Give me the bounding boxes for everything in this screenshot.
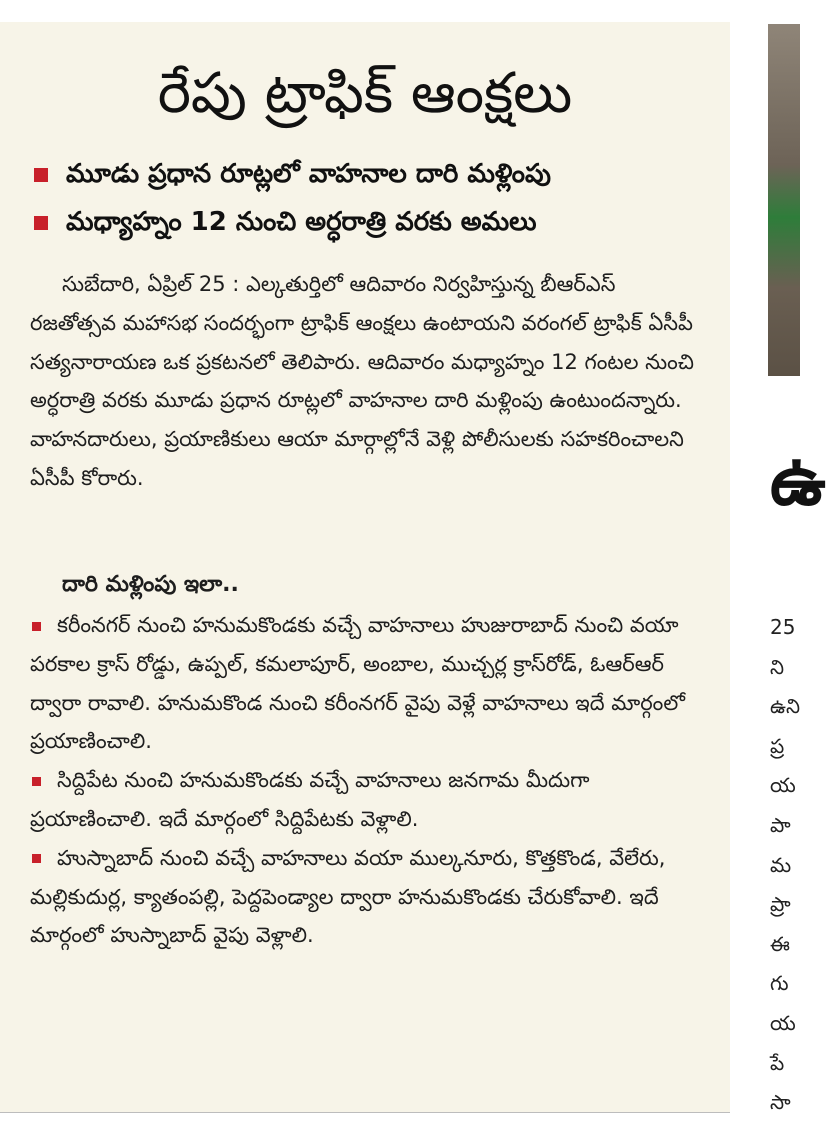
adjacent-fragment: పా bbox=[770, 812, 791, 837]
adjacent-photo bbox=[768, 24, 800, 376]
route-item bbox=[30, 761, 700, 839]
top-margin bbox=[0, 0, 730, 22]
red-square-icon bbox=[32, 777, 41, 786]
subheading-text: మూడు ప్రధాన రూట్లలో వాహనాల దారి మళ్లింపు bbox=[66, 159, 551, 189]
adjacent-fragment: ప్ర bbox=[770, 733, 785, 758]
adjacent-fragment: 25 bbox=[770, 615, 796, 639]
route-list bbox=[30, 606, 700, 955]
subheading-2 bbox=[34, 203, 537, 241]
adjacent-headline-glyph: ఉ bbox=[770, 439, 826, 521]
red-square-icon bbox=[32, 622, 41, 631]
subheading-1 bbox=[34, 155, 551, 193]
route-item bbox=[30, 839, 700, 955]
red-square-icon bbox=[34, 216, 48, 230]
headline: రేపు ట్రాఫిక్ ఆంక్షలు bbox=[157, 61, 573, 126]
adjacent-fragment: మ bbox=[770, 852, 792, 877]
adjacent-article-column bbox=[770, 608, 800, 1123]
adjacent-fragment: ఉని bbox=[770, 694, 800, 719]
subheading-text: మధ్యాహ్నం 12 నుంచి అర్ధరాత్రి వరకు అమలు bbox=[66, 207, 537, 237]
route-item bbox=[30, 606, 700, 761]
adjacent-fragment: ప్రా bbox=[770, 892, 791, 917]
adjacent-fragment: ని bbox=[770, 654, 785, 679]
red-square-icon bbox=[34, 168, 48, 182]
bottom-margin bbox=[0, 1112, 730, 1138]
route-text: సిద్దిపేట నుంచి హనుమకొండకు వచ్చే వాహనాలు జనగామ మీదుగా ప్రయాణించాలి. ఇదే మార్గంలో సిద్దిపేటకు వెళ్లాలి. bbox=[30, 768, 590, 831]
route-text: కరీంనగర్ నుంచి హనుమకొండకు వచ్చే వాహనాలు హుజురాబాద్ నుంచి వయా పరకాల క్రాస్ రోడ్డు, ఉప్పల్, కమలాపూర్, అంబాల, ముచ్చర్ల క్రాస్‌రోడ్, ఓఆర్ఆర్ ద్వారా రావాలి. హనుమకొండ నుంచి కరీంనగర్ వైపు వెళ్లే వాహనాలు ఇదే మార్గంలో ప్రయాణించాలి. bbox=[30, 613, 685, 754]
adjacent-fragment: గు bbox=[770, 971, 789, 996]
adjacent-fragment: పే bbox=[770, 1050, 785, 1075]
adjacent-fragment: సా bbox=[770, 1090, 791, 1115]
red-square-icon bbox=[32, 854, 41, 863]
adjacent-fragment: ఈ bbox=[770, 931, 790, 956]
adjacent-fragment: య bbox=[770, 773, 796, 798]
adjacent-fragment: య bbox=[770, 1010, 796, 1035]
route-heading: దారి మళ్లింపు ఇలా.. bbox=[62, 572, 239, 597]
intro-paragraph: సుబేదారి, ఏప్రిల్ 25 : ఎల్కతుర్తిలో ఆదివారం నిర్వహిస్తున్న బీఆర్ఎస్ రజతోత్సవ మహాసభ సందర్భంగా ట్రాఫిక్ ఆంక్షలు ఉంటాయని వరంగల్ ట్రాఫిక్ ఏసీపీ సత్యనారాయణ ఒక ప్రకటనలో తెలిపారు. ఆదివారం మధ్యాహ్నం 12 గంటల నుంచి అర్ధరాత్రి వరకు మూడు ప్రధాన రూట్లలో వాహనాల దారి మళ్లింపు ఉంటుందన్నారు. వాహనదారులు, ప్రయాణికులు ఆయా మార్గాల్లోనే వెళ్లి పోలీసులకు సహకరించాలని ఏసీపీ కోరారు. bbox=[30, 272, 694, 490]
route-text: హుస్నాబాద్ నుంచి వచ్చే వాహనాలు వయా ముల్కనూరు, కొత్తకొండ, వేలేరు, మల్లికుదుర్ల, క్యాతంపల్లి, పెద్దపెండ్యాల ద్వారా హనుమకొండకు చేరుకోవాలి. ఇదే మార్గంలో హుస్నాబాద్ వైపు వెళ్లాలి. bbox=[30, 845, 666, 948]
